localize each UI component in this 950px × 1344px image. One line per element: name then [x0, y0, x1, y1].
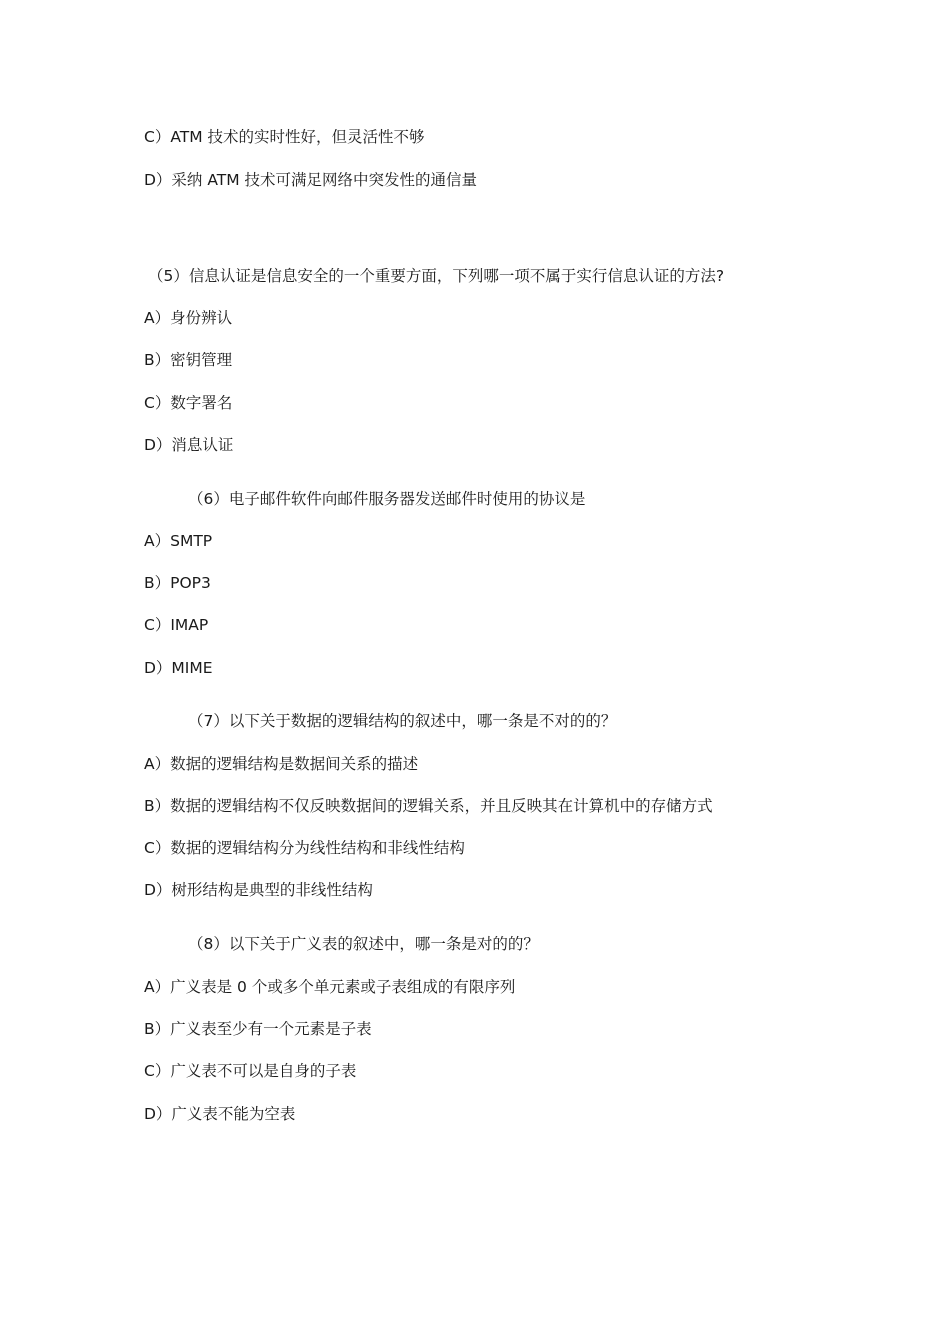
q6-stem: （6）电子邮件软件向邮件服务器发送邮件时使用的协议是	[188, 490, 586, 508]
q8-stem: （8）以下关于广义表的叙述中，哪一条是对的的？	[188, 935, 539, 953]
q7-stem: （7）以下关于数据的逻辑结构的叙述中，哪一条是不对的的？	[188, 712, 617, 730]
q5-option-b: B）密钥管理	[144, 351, 233, 369]
q7-option-b: B）数据的逻辑结构不仅反映数据间的逻辑关系，并且反映其在计算机中的存储方式	[144, 797, 713, 815]
q6-option-a: A）SMTP	[144, 532, 213, 550]
q8-option-b: B）广义表至少有一个元素是子表	[144, 1020, 372, 1038]
q4-option-c: C）ATM 技术的实时性好，但灵活性不够	[144, 128, 425, 146]
q7-option-d: D）树形结构是典型的非线性结构	[144, 881, 373, 899]
q5-option-c: C）数字署名	[144, 394, 233, 412]
q6-option-c: C）IMAP	[144, 616, 209, 634]
q8-option-a: A）广义表是 0 个或多个单元素或子表组成的有限序列	[144, 978, 516, 996]
q4-option-d: D）采纳 ATM 技术可满足网络中突发性的通信量	[144, 171, 478, 189]
q7-option-a: A）数据的逻辑结构是数据间关系的描述	[144, 755, 419, 773]
q8-option-c: C）广义表不可以是自身的子表	[144, 1062, 357, 1080]
q6-option-b: B）POP3	[144, 574, 211, 592]
q6-option-d: D）MIME	[144, 659, 213, 677]
q8-option-d: D）广义表不能为空表	[144, 1105, 296, 1123]
q7-option-c: C）数据的逻辑结构分为线性结构和非线性结构	[144, 839, 465, 857]
q5-stem: （5）信息认证是信息安全的一个重要方面，下列哪一项不属于实行信息认证的方法?	[148, 267, 725, 285]
q5-option-d: D）消息认证	[144, 436, 234, 454]
q5-option-a: A）身份辨认	[144, 309, 233, 327]
